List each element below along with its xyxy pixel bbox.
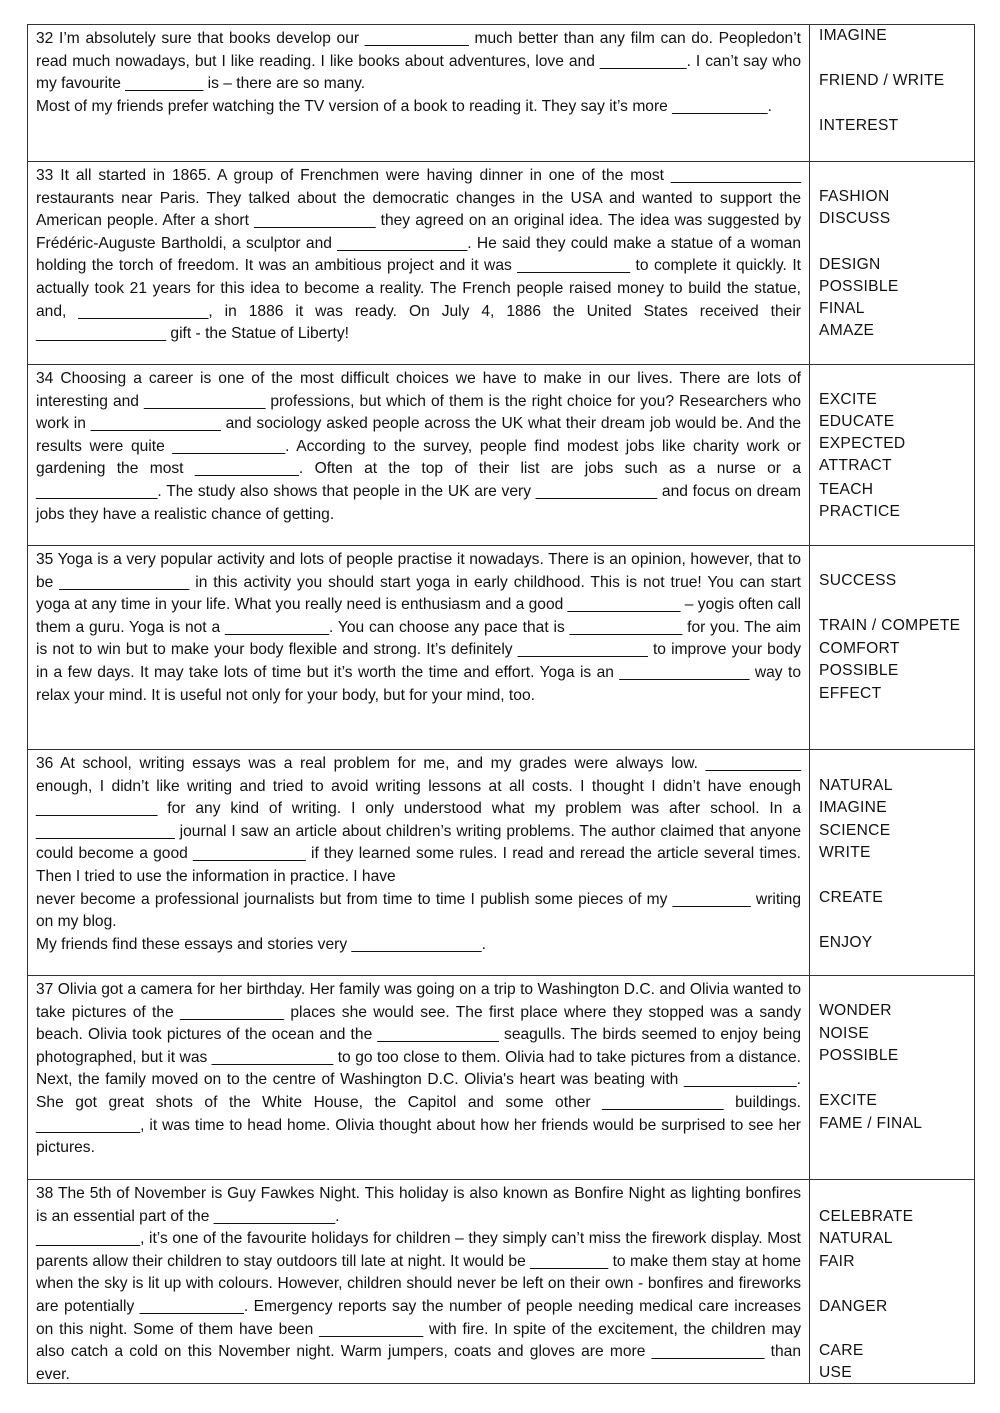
word-prompt: INTEREST: [819, 117, 899, 134]
word-bank: [810, 546, 974, 749]
word-prompt: COMFORT: [819, 640, 900, 657]
word-prompt: FAIR: [819, 1253, 855, 1270]
task-row-32: [27, 24, 975, 161]
task-row-35: [27, 545, 975, 749]
word-prompt: POSSIBLE: [819, 662, 899, 679]
task-text: [28, 365, 810, 545]
task-row-37: [27, 975, 975, 1179]
word-prompt: NATURAL: [819, 1230, 893, 1247]
task-paragraph: Most of my friends prefer watching the TV version of a book to reading it. They say it’s more ___________.: [36, 97, 772, 115]
task-text: [28, 1180, 810, 1383]
word-bank: [810, 25, 974, 161]
word-prompt: IMAGINE: [819, 27, 887, 44]
word-prompt: TRAIN / COMPETE: [819, 617, 961, 634]
word-prompt: CARE: [819, 1342, 864, 1359]
task-row-33: [27, 161, 975, 364]
word-prompt: SUCCESS: [819, 572, 897, 589]
word-prompt: DANGER: [819, 1298, 888, 1315]
word-prompt: POSSIBLE: [819, 278, 899, 295]
word-prompt: FINAL: [819, 300, 865, 317]
word-prompt: ENJOY: [819, 934, 873, 951]
word-bank: [810, 750, 974, 975]
word-prompt: FRIEND / WRITE: [819, 72, 945, 89]
task-paragraph: 36 At school, writing essays was a real problem for me, and my grades were always low. ___________ enough, I didn’t like writing and tried to avoid writing lessons at all costs. I thought I didn’t have enough ______________ for any kind of writing. I only understood what my problem was after school. In a ________________ journal I saw an article about children’s writing problems. The author claimed that anyone could become a good _____________ if they learned some rules. I read and reread the article several times. Then I tried to use the information in practice. I have: [36, 755, 801, 885]
word-prompt: DISCUSS: [819, 210, 891, 227]
word-prompt: EFFECT: [819, 685, 882, 702]
word-prompt: IMAGINE: [819, 799, 887, 816]
task-paragraph: 34 Choosing a career is one of the most difficult choices we have to make in our lives. There are lots of interesting and ______________ professions, but which of them is the right choice for you? Researchers who work in _______________ and sociology asked people across the UK what their dream job would be. And the results were quite _____________. According to the survey, people find modest jobs like charity work or gardening the most ____________. Often at the top of their list are jobs such as a nurse or a ______________. The study also shows that people in the UK are very ______________ and focus on dream jobs they have a realistic chance of getting.: [36, 370, 801, 523]
word-prompt: SCIENCE: [819, 822, 891, 839]
word-prompt: EXCITE: [819, 391, 878, 408]
task-row-34: [27, 364, 975, 545]
word-prompt: NATURAL: [819, 777, 893, 794]
task-text: [28, 25, 810, 161]
task-text: [28, 162, 810, 364]
task-paragraph: never become a professional journalists but from time to time I publish some pieces of my _________ writing on my blog.: [36, 890, 801, 931]
word-bank: [810, 1180, 974, 1383]
word-bank: [810, 976, 974, 1179]
task-paragraph: 37 Olivia got a camera for her birthday. Her family was going on a trip to Washington D.C. and Olivia wanted to take pictures of the ____________ places she would see. The first place where they stopped was a sandy beach. Olivia took pictures of the ocean and the ______________ seagulls. The birds seemed to enjoy being photographed, but it was ______________ to go too close to them. Olivia had to take pictures from a distance. Next, the family moved on to the centre of Washington D.C. Olivia's heart was beating with _____________. She got great shots of the White House, the Capitol and some other ______________ buildings. ____________, it was time to head home. Olivia thought about how her friends would be surprised to see her pictures.: [36, 981, 801, 1157]
task-row-38: [27, 1179, 975, 1384]
task-paragraph: 38 The 5th of November is Guy Fawkes Night. This holiday is also known as Bonfire Night as lighting bonfires is an essential part of the ______________.: [36, 1185, 801, 1225]
word-prompt: WRITE: [819, 844, 871, 861]
word-prompt: NOISE: [819, 1025, 870, 1042]
task-text: [28, 976, 810, 1179]
word-prompt: POSSIBLE: [819, 1047, 899, 1064]
task-paragraph: 32 I’m absolutely sure that books develop our ____________ much better than any film can do. Peopledon’t read much nowadays, but I like reading. I like books about adventures, love and __________. I can’t say who my favourite _________ is – there are so many.: [36, 30, 801, 93]
word-prompt: CREATE: [819, 889, 883, 906]
task-row-36: [27, 749, 975, 975]
word-prompt: EDUCATE: [819, 413, 895, 430]
task-paragraph: ____________, it’s one of the favourite holidays for children – they simply can’t miss the firework display. Most parents allow their children to stay outdoors till late at night. It would be _________ to make them stay at home when the sky is lit up with colours. However, children should never be left on their own - bonfires and fireworks are potentially ____________. Emergency reports say the number of people needing medical care increases on this night. Some of them have been ____________ with fire. In spite of the excitement, the children may also catch a cold on this November night. Warm jumpers, coats and gloves are more _____________ than ever.: [36, 1230, 801, 1383]
word-prompt: WONDER: [819, 1002, 892, 1019]
task-paragraph: 35 Yoga is a very popular activity and lots of people practise it nowadays. There is an opinion, however, that to be _______________ in this activity you should start yoga in early childhood. This is not true! You can start yoga at any time in your life. What you really need is enthusiasm and a good _____________ – yogis often call them a guru. Yoga is not a ____________. You can choose any pace that is _____________ for you. The aim is not to win but to make your body flexible and strong. It’s definitely _______________ to improve your body in a few days. It may take lots of time but it’s worth the time and effort. Yoga is an _______________ way to relax your mind. It is useful not only for your body, but for your mind, too.: [36, 551, 801, 704]
task-paragraph: 33 It all started in 1865. A group of Frenchmen were having dinner in one of the most _______________ restaurants near Paris. They talked about the democratic changes in the USA and wanted to support the American people. After a short ______________ they agreed on an original idea. The idea was suggested by Frédéric-Auguste Bartholdi, a sculptor and _______________. He said they could make a statue of a woman holding the torch of freedom. It was an ambitious project and it was _____________ to complete it quickly. It actually took 21 years for this idea to become a reality. The French people raised money to build the statue, and, _______________, in 1886 it was ready. On July 4, 1886 the United States received their _______________ gift - the Statue of Liberty!: [36, 167, 801, 343]
word-prompt: USE: [819, 1364, 852, 1381]
word-prompt: TEACH: [819, 481, 874, 498]
word-bank: [810, 365, 974, 545]
word-prompt: EXCITE: [819, 1092, 878, 1109]
word-prompt: EXPECTED: [819, 435, 906, 452]
word-prompt: CELEBRATE: [819, 1208, 914, 1225]
exercise-table: [27, 24, 975, 1384]
word-prompt: ATTRACT: [819, 457, 892, 474]
task-paragraph: My friends find these essays and stories very _______________.: [36, 935, 486, 953]
word-prompt: AMAZE: [819, 322, 875, 339]
word-prompt: PRACTICE: [819, 503, 901, 520]
word-prompt: DESIGN: [819, 256, 881, 273]
task-text: [28, 750, 810, 975]
word-prompt: FAME / FINAL: [819, 1115, 923, 1132]
word-bank: [810, 162, 974, 364]
word-prompt: FASHION: [819, 188, 890, 205]
task-text: [28, 546, 810, 749]
